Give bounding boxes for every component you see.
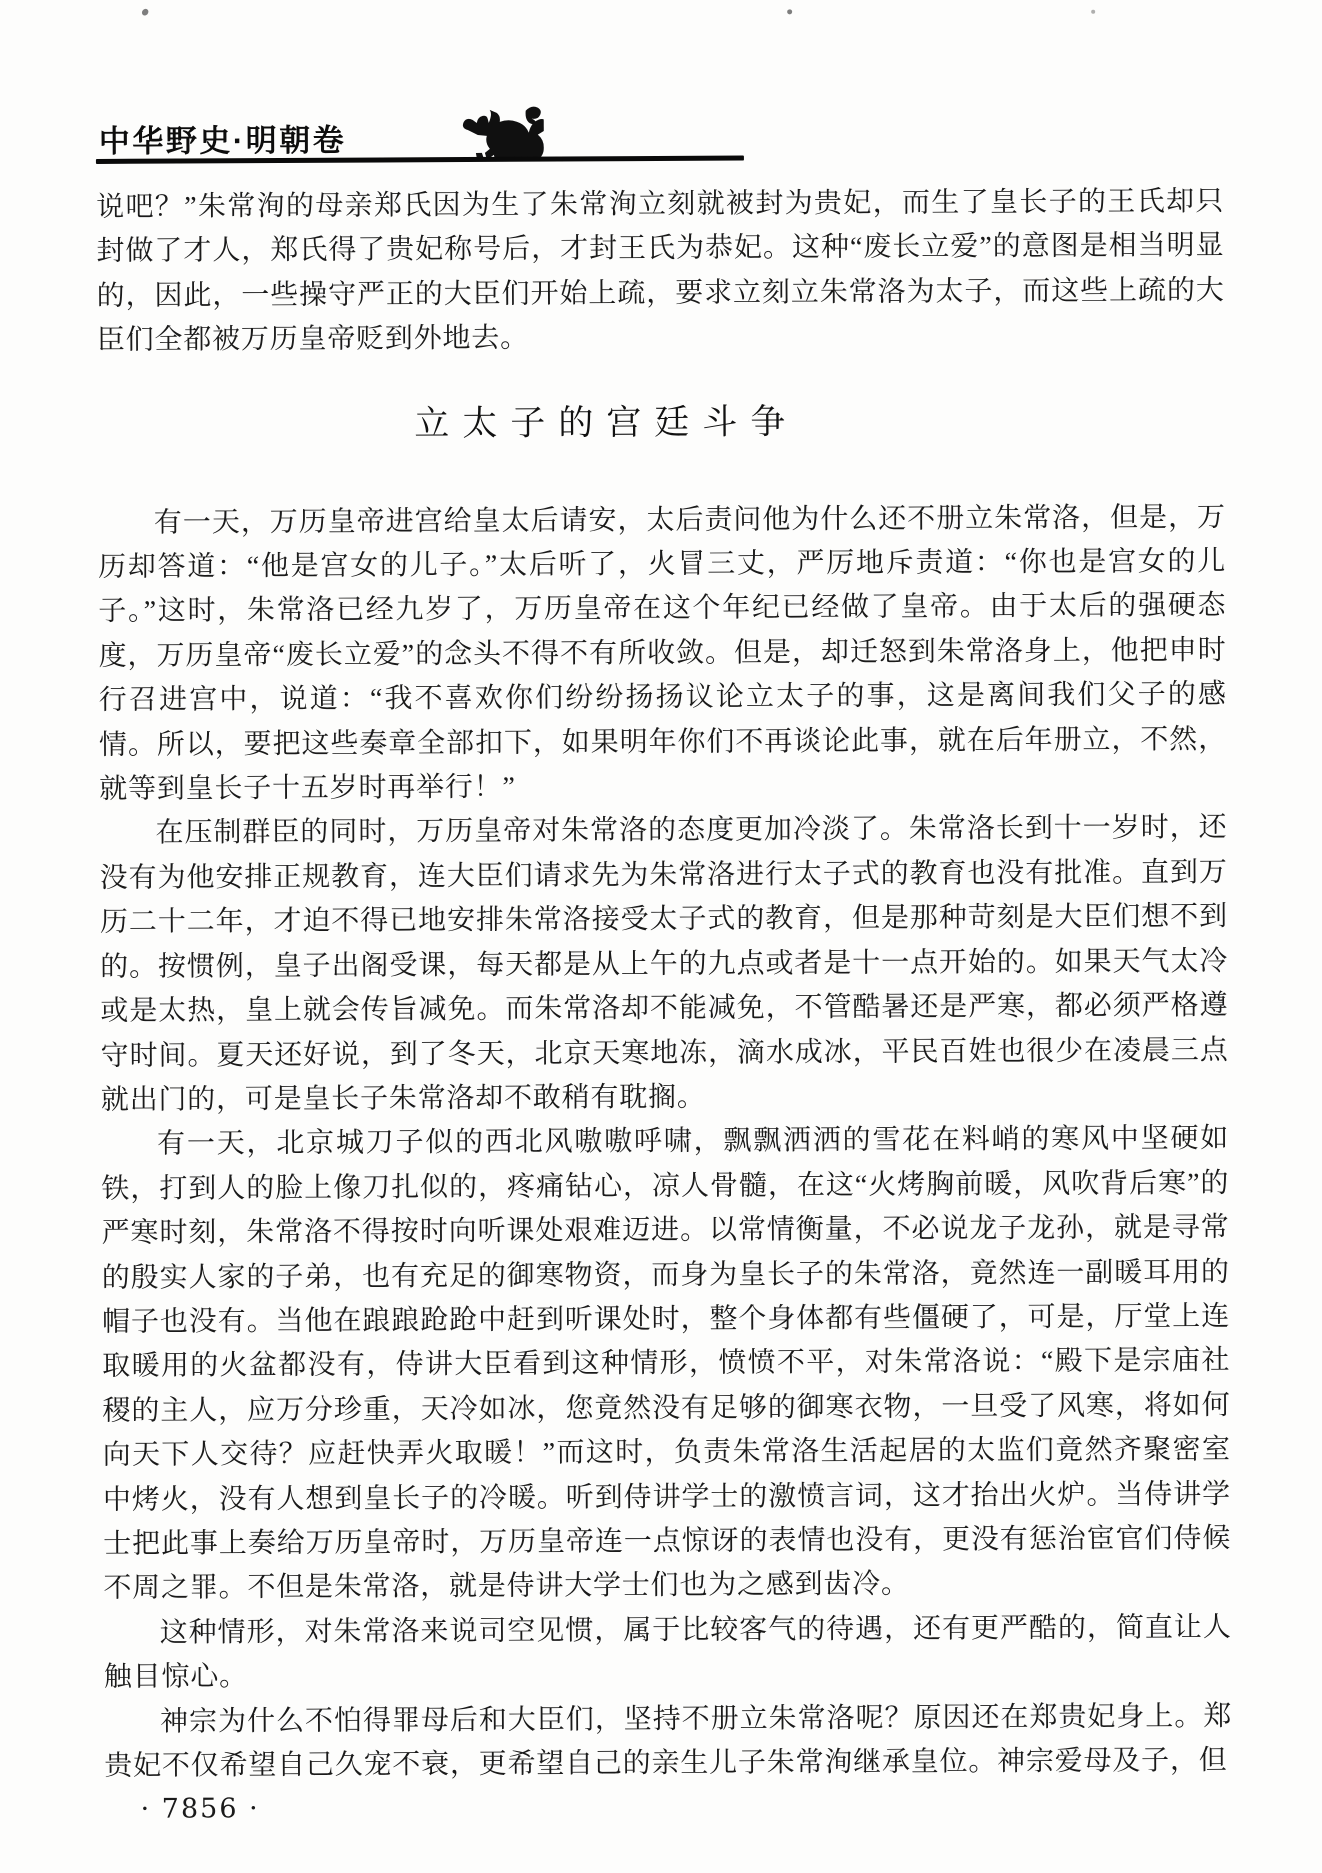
- section-title: 立太子的宫廷斗争: [414, 401, 799, 443]
- scan-speck: [787, 9, 792, 14]
- paragraph: 这种情形，对朱常洛来说司空见惯，属于比较客气的待遇，还有更严酷的，简直让人触目惊心。: [103, 1611, 1232, 1694]
- page-body: [96, 180, 1232, 1789]
- paragraph-lead: 说吧？”朱常洵的母亲郑氏因为生了朱常洵立刻就被封为贵妃，而生了皇长子的王氏却只封做了才人，郑氏得了贵妃称号后，才封王氏为恭妃。这种“废长立爱”的意图是相当明显的，因此，一些操守严正的大臣们开始上疏，要求立刻立朱常洛为太子，而这些上疏的大臣们全都被万历皇帝贬到外地去。: [96, 186, 1225, 357]
- paragraph: 有一天，北京城刀子似的西北风嗷嗷呼啸，飘飘洒洒的雪花在料峭的寒风中坚硬如铁，打到人的脸上像刀扎似的，疼痛钻心，凉人骨髓，在这“火烤胸前暖，风吹背后寒”的严寒时刻，朱常洛不得按时向听课处艰难迈进。以常情衡量，不必说龙子龙孙，就是寻常的殷实人家的子弟，也有充足的御寒物资，而身为皇长子的朱常洛，竟然连一副暖耳用的帽子也没有。当他在踉踉跄跄中赶到听课处时，整个身体都有些僵硬了，可是，厅堂上连取暖用的火盆都没有，侍讲大臣看到这种情形，愤愤不平，对朱常洛说：“殿下是宗庙社稷的主人，应万分珍重，天冷如冰，您竟然没有足够的御寒衣物，一旦受了风寒，将如何向天下人交待？应赶快弄火取暖！”而这时，负责朱常洛生活起居的太监们竟然齐聚密室中烤火，没有人想到皇长子的冷暖。听到侍讲学士的激愤言词，这才抬出火炉。当侍讲学士把此事上奏给万历皇帝时，万历皇帝连一点惊讶的表情也没有，更没有惩治宦官们侍候不周之罪。不但是朱常洛，就是侍讲大学士们也为之感到齿冷。: [101, 1123, 1232, 1605]
- book-title: 中华野史·明朝卷: [98, 122, 347, 159]
- page-number: · 7856 ·: [140, 1793, 260, 1825]
- paragraph: 在压制群臣的同时，万历皇帝对朱常洛的态度更加冷淡了。朱常洛长到十一岁时，还没有为他安排正规教育，连大臣们请求先为朱常洛进行太子式的教育也没有批准。直到万历二十二年，才迫不得已地安排朱常洛接受太子式的教育，但是那种苛刻是大臣们想不到的。按惯例，皇子出阁受课，每天都是从上午的九点或者是十一点开始的。如果天气太冷或是太热，皇上就会传旨减免。而朱常洛却不能减免，不管酷暑还是严寒，都必须严格遵守时间。夏天还好说，到了冬天，北京天寒地冻，滴水成冰，平民百姓也很少在凌晨三点就出门的，可是皇长子朱常洛却不敢稍有耽搁。: [99, 812, 1229, 1116]
- paragraph: 神宗为什么不怕得罪母后和大臣们，坚持不册立朱常洛呢？原因还在郑贵妃身上。郑贵妃不仅希望自己久宠不衰，更希望自己的亲生儿子朱常洵继承皇位。神宗爱母及子，但: [104, 1700, 1233, 1782]
- scan-speck: [1091, 10, 1095, 14]
- paragraph: 有一天，万历皇帝进宫给皇太后请安，太后责问他为什么还不册立朱常洛，但是，万历却答道：“他是宫女的儿子。”太后听了，火冒三丈，严厉地斥责道：“你也是宫女的儿子。”这时，朱常洛已经九岁了，万历皇帝在这个年纪已经做了皇帝。由于太后的强硬态度，万历皇帝“废长立爱”的念头不得不有所收敛。但是，却迁怒到朱常洛身上，他把申时行召进宫中，说道：“我不喜欢你们纷纷扬扬议论立太子的事，这是离间我们父子的感情。所以，要把这些奏章全部扣下，如果明年你们不再谈论此事，就在后年册立，不然，就等到皇长子十五岁时再举行！”: [97, 501, 1228, 806]
- scan-speck: [141, 8, 150, 17]
- dragon-icon: [456, 103, 544, 161]
